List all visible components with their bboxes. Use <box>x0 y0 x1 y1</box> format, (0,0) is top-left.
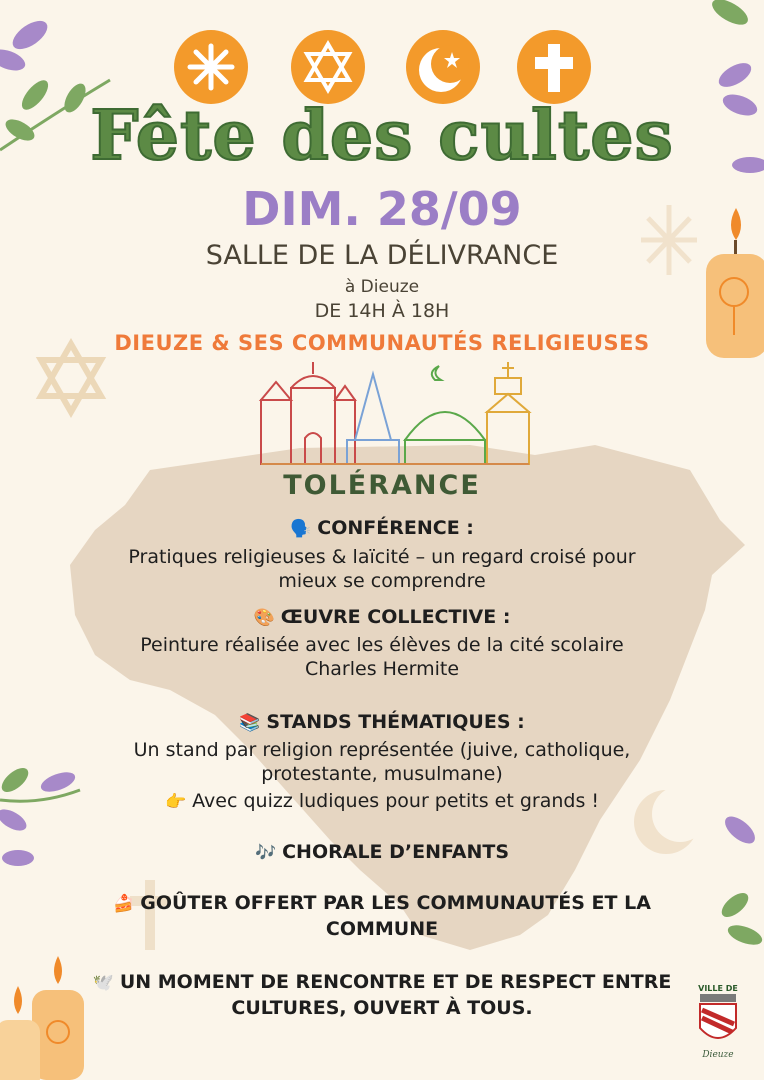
town-name: à Dieuze <box>344 277 420 297</box>
gouter-text-line1: GOÛTER OFFERT PAR LES COMMUNAUTÉS ET LA <box>140 892 651 914</box>
crescent-star-badge <box>406 30 480 104</box>
chorale-title: CHORALE D’ENFANTS <box>282 841 510 863</box>
pointing-hand-icon: 👉 <box>164 792 187 812</box>
oeuvre-description-line1: Peinture réalisée avec les élèves de la cité scolaire <box>140 634 624 656</box>
tagline: DIEUZE & SES COMMUNAUTÉS RELIGIEUSES <box>114 331 650 355</box>
conference-title: CONFÉRENCE : <box>317 517 474 539</box>
coat-of-arms-icon <box>696 994 740 1050</box>
chorale-heading <box>0 841 764 863</box>
oeuvre-title: ŒUVRE COLLECTIVE : <box>280 606 511 628</box>
conference-description-line2: mieux se comprendre <box>278 570 486 592</box>
palette-icon: 🎨 <box>253 608 275 628</box>
gouter-heading-line1 <box>0 892 764 914</box>
cross-badge <box>517 30 591 104</box>
music-notes-icon: 🎶 <box>254 843 277 863</box>
stands-quiz-text: Avec quizz ludiques pour petits et grands ! <box>192 790 600 812</box>
books-icon: 📚 <box>239 713 261 733</box>
theme-heading: TOLÉRANCE <box>283 470 481 501</box>
stands-description-line2: protestante, musulmane) <box>261 763 503 785</box>
event-date: DIM. 28/09 <box>242 182 522 236</box>
oeuvre-description-line2: Charles Hermite <box>304 658 460 680</box>
venue-name: SALLE DE LA DÉLIVRANCE <box>205 240 559 271</box>
moment-heading-line1 <box>0 971 764 993</box>
stands-title: STANDS THÉMATIQUES : <box>266 711 525 733</box>
oeuvre-heading <box>0 606 764 628</box>
snowflake-badge <box>174 30 248 104</box>
cross-icon <box>517 30 591 104</box>
moment-text-line1: UN MOMENT DE RENCONTRE ET DE RESPECT ENTRE <box>119 971 672 993</box>
event-hours: DE 14H À 18H <box>314 300 450 322</box>
moment-heading-line2: CULTURES, OUVERT À TOUS. <box>231 997 533 1019</box>
religious-buildings-illustration <box>255 360 535 470</box>
lotus-snowflake-icon <box>174 30 248 104</box>
logo-top-text: VILLE DE <box>698 984 738 993</box>
ville-de-dieuze-logo <box>688 984 748 1064</box>
stands-quiz-line <box>40 789 724 814</box>
speaking-head-icon: 🗣️ <box>290 519 312 539</box>
stands-heading <box>0 711 764 733</box>
conference-heading <box>0 517 764 539</box>
crescent-star-icon <box>406 30 480 104</box>
star-of-david-badge <box>291 30 365 104</box>
stands-description-line1: Un stand par religion représentée (juive, catholique, <box>133 739 631 761</box>
poster-title: Fête des cultes <box>90 96 674 176</box>
logo-bottom-text: Dieuze <box>702 1050 734 1060</box>
star-of-david-icon <box>291 30 365 104</box>
conference-description-line1: Pratiques religieuses & laïcité – un regard croisé pour <box>128 546 636 568</box>
dove-icon: 🕊️ <box>92 973 114 993</box>
gouter-heading-line2: COMMUNE <box>325 918 439 940</box>
cake-icon: 🍰 <box>113 894 135 914</box>
